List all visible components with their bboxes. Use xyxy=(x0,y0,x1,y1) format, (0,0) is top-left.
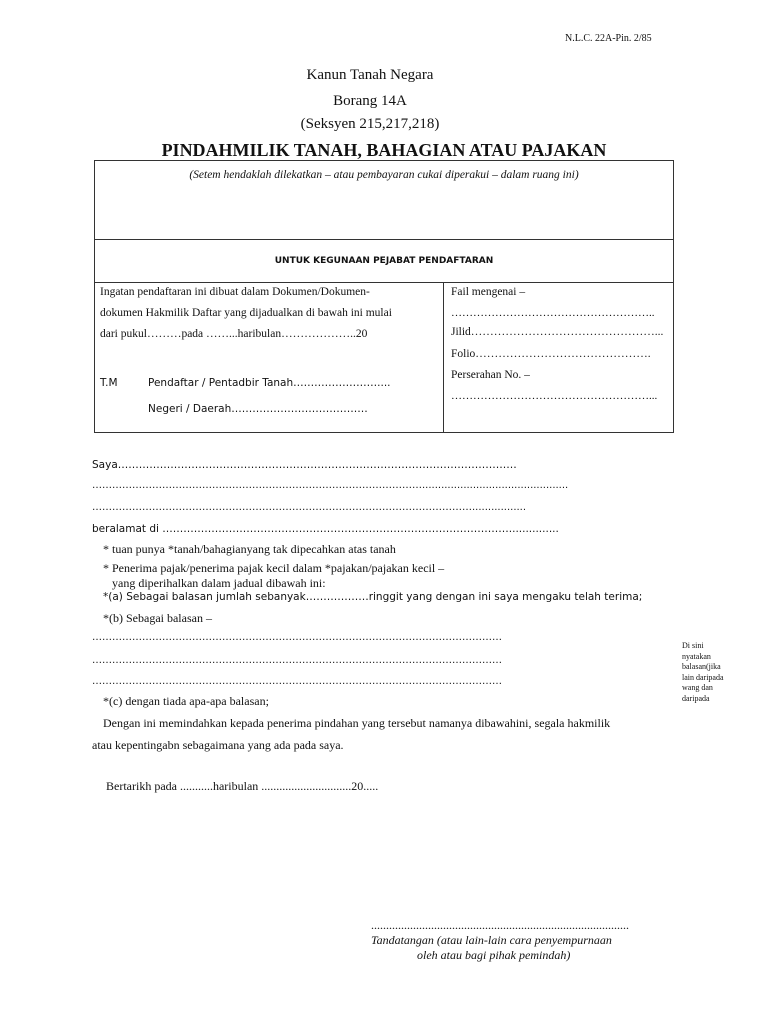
option-b-dots-3: …………………………………………………………………………………………………………… xyxy=(92,676,502,687)
registry-divider xyxy=(94,282,674,283)
stamp-divider xyxy=(94,239,674,240)
consideration-option-a: *(a) Sebagai balasan jumlah sebanyak………………ringgit yang dengan ini saya mengaku telah terima; xyxy=(103,591,643,603)
stamp-note: (Setem hendaklah dilekatkan – atau pembayaran cukai diperakui – dalam ruang ini) xyxy=(189,169,579,181)
consideration-option-c: *(c) dengan tiada apa-apa balasan; xyxy=(103,694,269,708)
registry-heading: UNTUK KEGUNAAN PEJABAT PENDAFTARAN xyxy=(274,256,494,266)
registry-memorial-line2: dokumen Hakmilik Daftar yang dijadualkan di bawah ini mulai xyxy=(100,307,392,319)
option-b-dots-1: …………………………………………………………………………………………………………… xyxy=(92,632,502,643)
registry-memorial-line3: dari pukul………pada ……...haribulan………………..20 xyxy=(100,328,368,340)
lessee-option-line1: * Penerima pajak/penerima pajak kecil dalam *pajakan/pajakan kecil – xyxy=(103,561,445,575)
page-title: PINDAHMILIK TANAH, BAHAGIAN ATAU PAJAKAN xyxy=(161,140,607,160)
file-dots: ……………………………………………….. xyxy=(451,307,655,319)
option-b-dots-2: …………………………………………………………………………………………………………… xyxy=(92,655,502,666)
saya-line: Saya…………………………………………………………………………………………………… xyxy=(92,459,517,471)
signature-caption-line2: oleh atau bagi pihak pemindah) xyxy=(417,948,571,962)
jilid-line: Jilid…………………………………………... xyxy=(451,326,664,338)
transfer-text-line1: Dengan ini memindahkan kepada penerima pindahan yang tersebut namanya dibawahini, segala hakmilik xyxy=(103,716,611,730)
dated-line: Bertarikh pada ...........haribulan ..............................20..... xyxy=(106,779,379,793)
margin-note-line: nyatakan xyxy=(682,651,711,661)
registry-memorial-line1: Ingatan pendaftaran ini dibuat dalam Dokumen/Dokumen- xyxy=(100,286,370,298)
dots-line-1: ……………………………………………………………………………………….............................................. xyxy=(92,480,569,491)
state-district-line: Negeri / Daerah………………………………… xyxy=(148,403,368,415)
owner-option: * tuan punya *tanah/bahagianyang tak dipecahkan atas tanah xyxy=(103,542,396,556)
act-title: Kanun Tanah Negara xyxy=(306,67,434,83)
margin-note-line: daripada xyxy=(682,693,710,703)
margin-note-line: Di sini xyxy=(682,641,704,650)
consideration-option-b: *(b) Sebagai balasan – xyxy=(103,611,212,625)
margin-note-line: wang dan xyxy=(682,683,713,692)
registrar-line: Pendaftar / Pentadbir Tanah…………………….... xyxy=(148,377,391,389)
margin-note-line: balasan(jika xyxy=(682,662,721,671)
margin-note xyxy=(682,641,724,704)
lessee-option-line2: yang diperihalkan dalam jadual dibawah ini: xyxy=(112,576,326,590)
registry-column-divider xyxy=(443,282,444,433)
dots-line-2: ……………………………………………………………………………………………………................. xyxy=(92,502,527,513)
presentation-label: Perserahan No. – xyxy=(451,369,530,381)
file-label: Fail mengenai – xyxy=(451,286,526,298)
folio-line: Folio………………………………………. xyxy=(451,348,651,360)
section-reference: (Seksyen 215,217,218) xyxy=(300,116,440,132)
form-number: Borang 14A xyxy=(333,93,407,109)
signature-line: ...................................................................................... xyxy=(371,918,629,932)
form-code: N.L.C. 22A-Pin. 2/85 xyxy=(565,33,652,44)
margin-note-line: lain daripada xyxy=(682,672,724,682)
tm-label: T.M xyxy=(100,377,118,389)
address-line: beralamat di ………………………………………………………………………………………............... xyxy=(92,523,559,535)
transfer-text-line2: atau kepentingabn sebagaimana yang ada pada saya. xyxy=(92,738,344,752)
presentation-dots: ………………………………………………... xyxy=(451,390,658,402)
signature-caption-line1: Tandatangan (atau lain-lain cara penyempurnaan xyxy=(371,933,612,947)
